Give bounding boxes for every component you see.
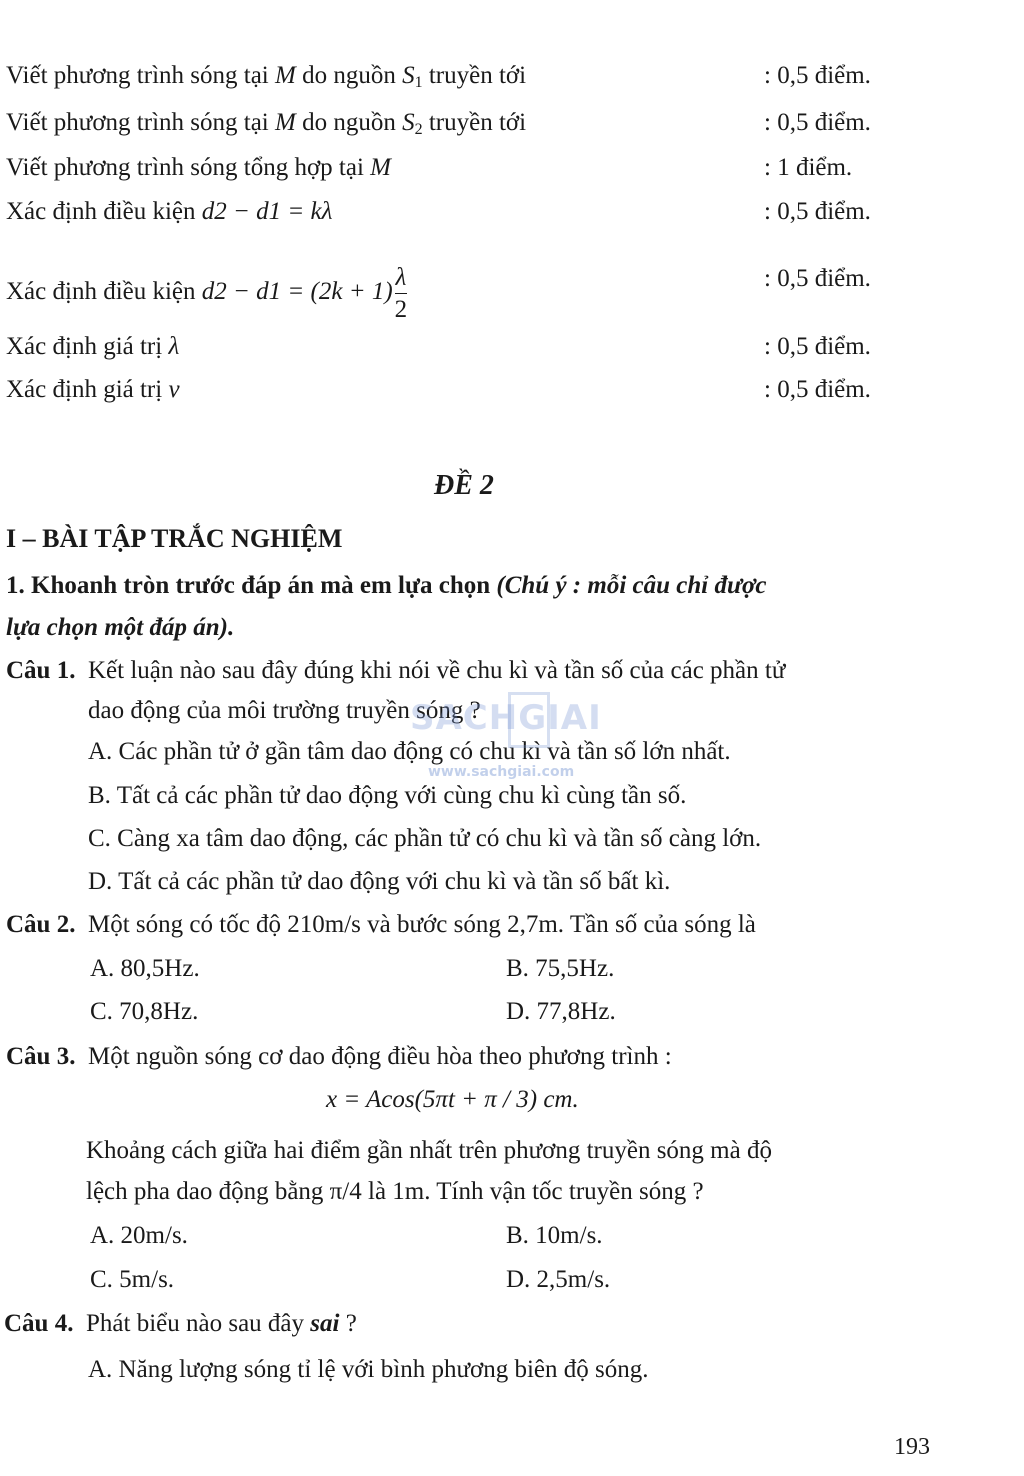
watermark-logo	[408, 690, 618, 786]
question-text: Một nguồn sóng cơ dao động điều hòa theo phương trình :	[88, 1043, 672, 1070]
answer-option[interactable]: D. Tất cả các phần tử dao động với chu kì và tần số bất kì.	[88, 868, 671, 895]
score-row-label: Xác định giá trị v	[6, 376, 180, 403]
score-row-label: Viết phương trình sóng tổng hợp tại M	[6, 154, 391, 181]
equation: x = Acos(5πt + π / 3) cm.	[326, 1086, 579, 1113]
section-title: I – BÀI TẬP TRẮC NGHIỆM	[6, 524, 343, 553]
question-label: Câu 2.	[6, 911, 76, 938]
answer-option[interactable]: B. 75,5Hz.	[506, 955, 615, 982]
score-points: : 1 điểm.	[764, 154, 853, 181]
score-row-label: Xác định giá trị λ	[6, 333, 180, 360]
score-row-label: Viết phương trình sóng tại M do nguồn $S_1$ truyền tới	[6, 62, 527, 91]
question-text: Khoảng cách giữa hai điểm gần nhất trên phương truyền sóng mà độ	[86, 1137, 772, 1164]
score-row	[0, 198, 1024, 232]
answer-option[interactable]: A. Năng lượng sóng tỉ lệ với bình phương biên độ sóng.	[88, 1356, 649, 1383]
instruction-line-2: lựa chọn một đáp án).	[6, 614, 235, 641]
score-row-label: Viết phương trình sóng tại M do nguồn $S_2$ truyền tới	[6, 109, 527, 138]
answer-option[interactable]: D. 2,5m/s.	[506, 1266, 611, 1293]
watermark-url: www.sachgiai.com	[428, 764, 575, 780]
score-row-label: Xác định điều kiện d2 − d1 = kλ	[6, 198, 333, 225]
question-text: dao động của môi trường truyền sóng ?	[88, 697, 481, 724]
question-label: Câu 4.	[4, 1310, 74, 1337]
watermark-brand: SACHGIAI	[410, 698, 602, 738]
answer-option[interactable]: C. 5m/s.	[90, 1266, 175, 1293]
question-label: Câu 3.	[6, 1043, 76, 1070]
answer-option[interactable]: A. 20m/s.	[90, 1222, 188, 1249]
score-points: : 0,5 điểm.	[764, 198, 871, 225]
fraction: $\frac{\lambda}{2}$	[394, 264, 408, 323]
score-row	[0, 255, 1024, 323]
score-points: : 0,5 điểm.	[764, 265, 871, 292]
score-points: : 0,5 điểm.	[764, 62, 871, 89]
page-number: 193	[894, 1434, 930, 1460]
score-points: : 0,5 điểm.	[764, 333, 871, 360]
answer-option[interactable]: A. Các phần tử ở gần tâm dao động có chu kì và tần số lớn nhất.	[88, 738, 731, 765]
question-text: lệch pha dao động bằng π/4 là 1m. Tính vận tốc truyền sóng ?	[86, 1178, 704, 1205]
question-label: Câu 1.	[6, 657, 76, 684]
exam-title: ĐỀ 2	[434, 470, 494, 501]
question-text: Phát biểu nào sau đây sai ?	[86, 1310, 357, 1337]
question-text: Kết luận nào sau đây đúng khi nói về chu kì và tần số của các phần tử	[88, 657, 786, 684]
answer-option[interactable]: C. 70,8Hz.	[90, 998, 199, 1025]
score-row	[0, 109, 1024, 143]
answer-option[interactable]: A. 80,5Hz.	[90, 955, 200, 982]
instruction-line-1: 1. Khoanh tròn trước đáp án mà em lựa chọn (Chú ý : mỗi câu chỉ được	[6, 572, 767, 599]
score-row	[0, 333, 1024, 367]
score-row	[0, 62, 1024, 96]
question-text: Một sóng có tốc độ 210m/s và bước sóng 2,7m. Tần số của sóng là	[88, 911, 756, 938]
answer-option[interactable]: B. 10m/s.	[506, 1222, 603, 1249]
answer-option[interactable]: D. 77,8Hz.	[506, 998, 616, 1025]
score-row	[0, 154, 1024, 188]
answer-option[interactable]: B. Tất cả các phần tử dao động với cùng chu kì cùng tần số.	[88, 782, 687, 809]
score-points: : 0,5 điểm.	[764, 376, 871, 403]
score-row	[0, 376, 1024, 410]
score-points: : 0,5 điểm.	[764, 109, 871, 136]
answer-option[interactable]: C. Càng xa tâm dao động, các phần tử có chu kì và tần số càng lớn.	[88, 825, 762, 852]
score-row-label: Xác định điều kiện d2 − d1 = (2k + 1) $\frac{\lambda}{2}$	[6, 264, 408, 323]
